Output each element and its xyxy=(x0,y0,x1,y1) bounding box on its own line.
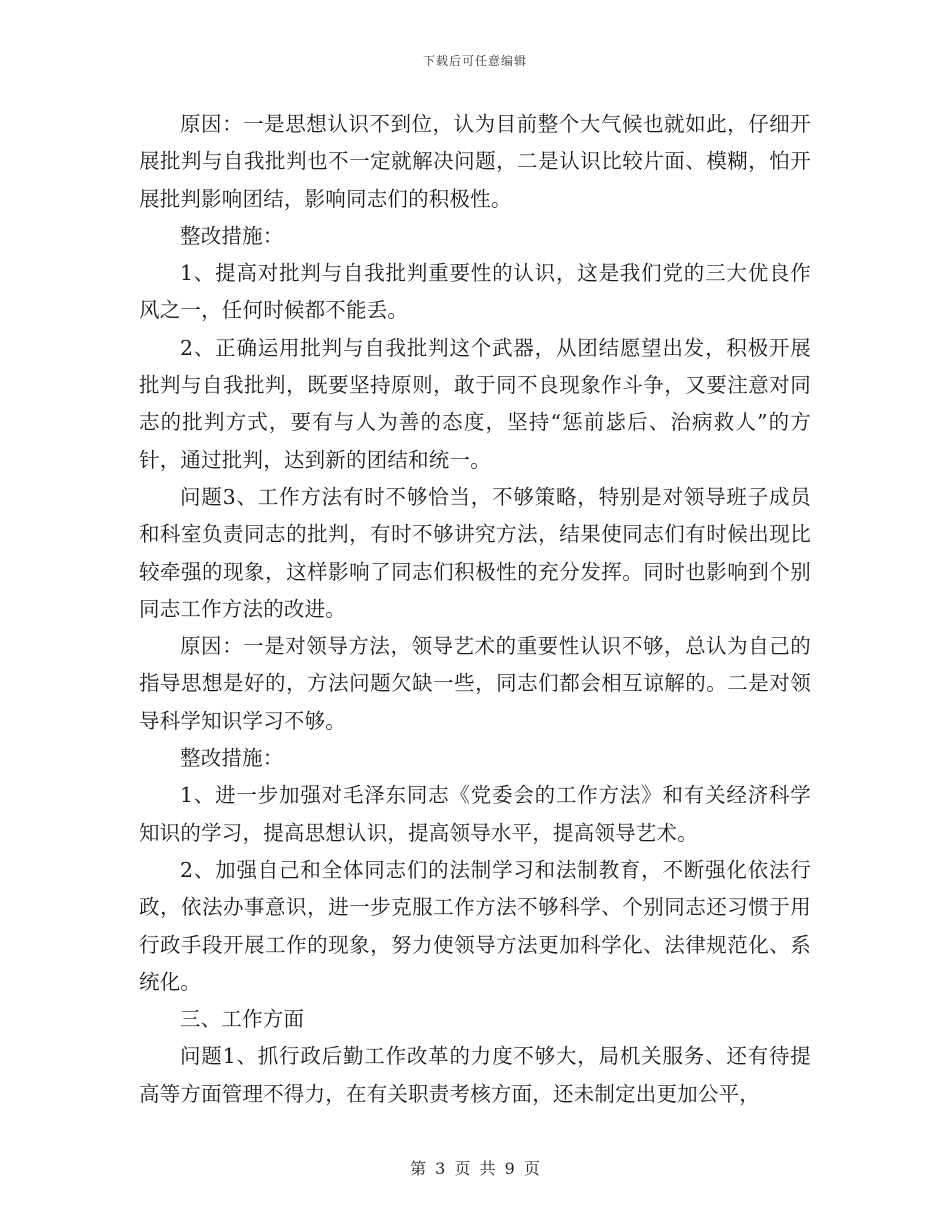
paragraph-measure-2: 2、正确运用批判与自我批判这个武器，从团结愿望出发，积极开展批判与自我批判，既要坚持原则，敢于同不良现象作斗争，又要注意对同志的批判方式，要有与人为善的态度，坚持“惩前毖后、治病救人”的方针，通过批判，达到新的团结和统一。 xyxy=(139,335,811,472)
paragraph-cause-2: 原因：一是对领导方法，领导艺术的重要性认识不够，总认为自己的指导思想是好的，方法问题欠缺一些，同志们都会相互谅解的。二是对领导科学知识学习不够。 xyxy=(139,634,811,733)
page-header: 下载后可任意编辑 xyxy=(422,54,527,68)
paragraph-measures-heading-2: 整改措施： xyxy=(180,746,284,771)
paragraph-problem-1: 问题1、抓行政后勤工作改革的力度不够大，局机关服务、还有待提高等方面管理不得力，在有关职责考核方面，还未制定出更加公平， xyxy=(139,1044,811,1106)
paragraph-measure-1: 1、提高对批判与自我批判重要性的认识，这是我们党的三大优良作风之一，任何时候都不能丢。 xyxy=(139,261,811,323)
paragraph-cause-1: 原因：一是思想认识不到位，认为目前整个大气候也就如此，仔细开展批判与自我批判也不一定就解决问题，二是认识比较片面、模糊，怕开展批判影响团结，影响同志们的积极性。 xyxy=(139,112,811,211)
paragraph-measures-heading-1: 整改措施： xyxy=(180,223,284,248)
paragraph-measure-4: 2、加强自己和全体同志们的法制学习和法制教育，不断强化依法行政，依法办事意识，进一步克服工作方法不够科学、个别同志还习惯于用行政手段开展工作的现象，努力使领导方法更加科学化、法律规范化、系统化。 xyxy=(139,857,811,994)
paragraph-problem-3: 问题3、工作方法有时不够恰当，不够策略，特别是对领导班子成员和科室负责同志的批判，有时不够讲究方法，结果使同志们有时候出现比较牵强的现象，这样影响了同志们积极性的充分发挥。同时也影响到个别同志工作方法的改进。 xyxy=(139,484,811,621)
section-heading-work: 三、工作方面 xyxy=(180,1007,305,1032)
page-number: 第 3 页 共 9 页 xyxy=(410,1159,540,1178)
document-body xyxy=(139,106,811,1113)
paragraph-measure-3: 1、进一步加强对毛泽东同志《党委会的工作方法》和有关经济科学知识的学习，提高思想认识，提高领导水平，提高领导艺术。 xyxy=(139,783,811,845)
